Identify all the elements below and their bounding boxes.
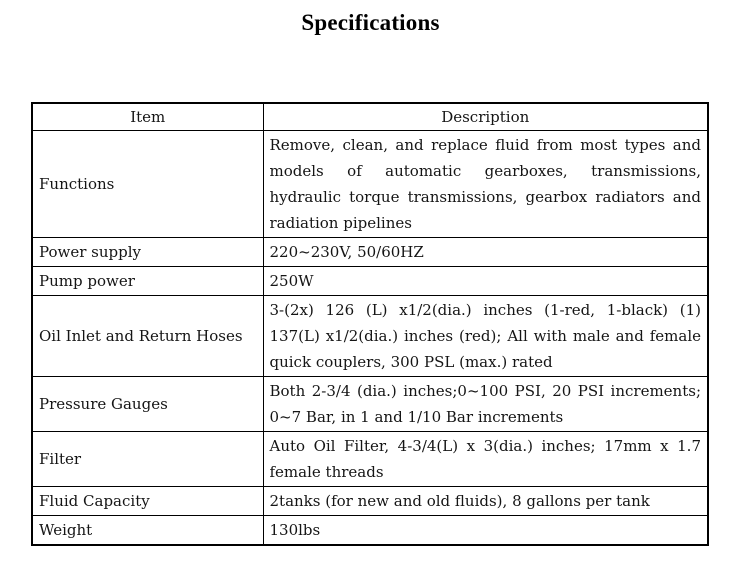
document-page xyxy=(0,8,741,571)
specifications-table xyxy=(31,102,709,546)
description-cell-weight: 130lbs xyxy=(263,516,708,546)
item-cell-oil-inlet-return-hoses: Oil Inlet and Return Hoses xyxy=(32,296,263,377)
table-row-power-supply xyxy=(32,238,708,267)
table-row-functions xyxy=(32,131,708,238)
table-header-row xyxy=(32,103,708,131)
item-cell-pump-power: Pump power xyxy=(32,267,263,296)
column-header-item: Item xyxy=(32,103,263,131)
item-cell-fluid-capacity: Fluid Capacity xyxy=(32,487,263,516)
item-cell-filter: Filter xyxy=(32,432,263,487)
description-cell-filter: Auto Oil Filter, 4-3/4(L) x 3(dia.) inches; 17mm x 1.7 female threads xyxy=(263,432,708,487)
table-row-fluid-capacity xyxy=(32,487,708,516)
page-title: Specifications xyxy=(301,10,440,35)
item-cell-pressure-gauges: Pressure Gauges xyxy=(32,377,263,432)
column-header-description: Description xyxy=(263,103,708,131)
description-cell-pump-power: 250W xyxy=(263,267,708,296)
item-cell-functions: Functions xyxy=(32,131,263,238)
table-row-weight xyxy=(32,516,708,546)
item-cell-power-supply: Power supply xyxy=(32,238,263,267)
table-row-filter xyxy=(32,432,708,487)
description-cell-power-supply: 220~230V, 50/60HZ xyxy=(263,238,708,267)
item-cell-weight: Weight xyxy=(32,516,263,546)
table-row-pressure-gauges xyxy=(32,377,708,432)
description-cell-functions: Remove, clean, and replace fluid from most types and models of automatic gearboxes, transmissions, hydraulic torque transmissions, gearbox radiators and radiation pipelines xyxy=(263,131,708,238)
table-row-pump-power xyxy=(32,267,708,296)
table-row-oil-inlet-return-hoses xyxy=(32,296,708,377)
description-cell-pressure-gauges: Both 2-3/4 (dia.) inches;0~100 PSI, 20 PSI increments; 0~7 Bar, in 1 and 1/10 Bar increments xyxy=(263,377,708,432)
description-cell-fluid-capacity: 2tanks (for new and old fluids), 8 gallons per tank xyxy=(263,487,708,516)
description-cell-oil-inlet-return-hoses: 3-(2x) 126 (L) x1/2(dia.) inches (1-red, 1-black) (1) 137(L) x1/2(dia.) inches (red); All with male and female quick couplers, 300 PSL (max.) rated xyxy=(263,296,708,377)
